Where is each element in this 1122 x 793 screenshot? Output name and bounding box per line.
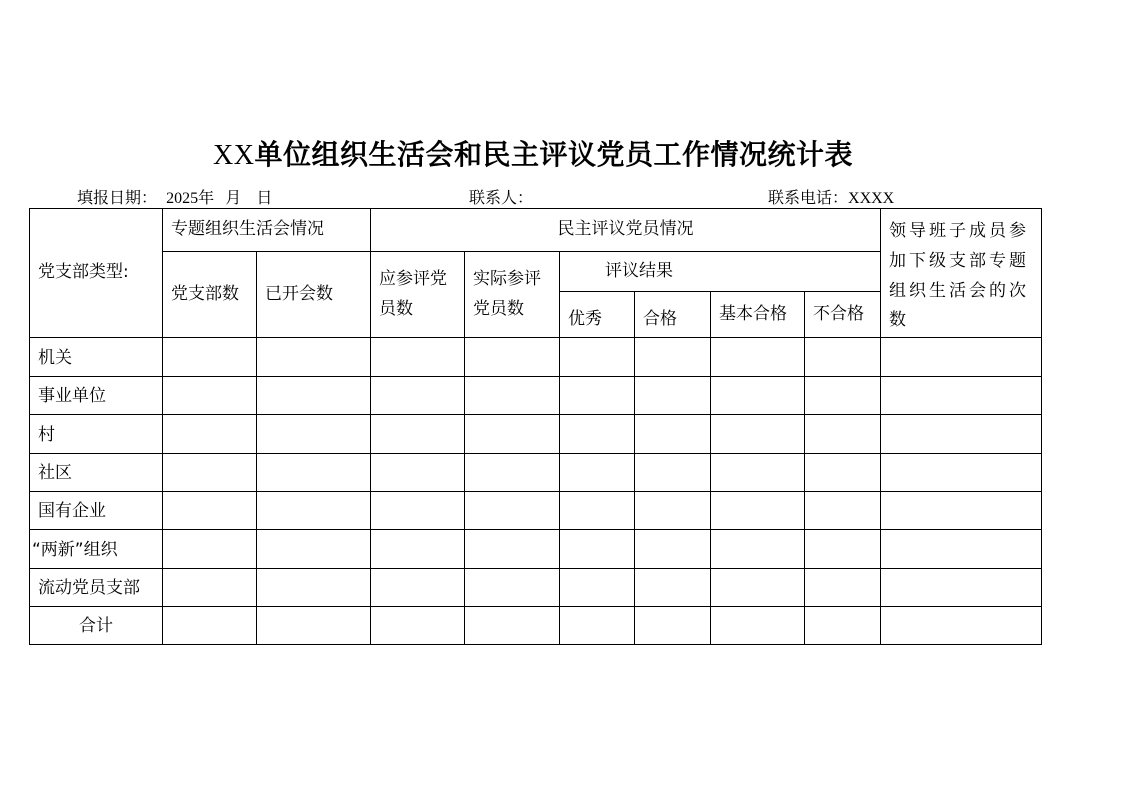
table-cell[interactable] (711, 569, 805, 607)
table-cell[interactable] (163, 530, 257, 569)
header-qualified: 合格 (635, 292, 711, 338)
table-cell[interactable] (371, 338, 465, 377)
table-cell[interactable] (371, 492, 465, 530)
table-row (30, 415, 1042, 454)
table-cell[interactable] (711, 454, 805, 492)
table-cell[interactable] (257, 338, 371, 377)
table-cell[interactable] (881, 454, 1042, 492)
table-cell[interactable] (257, 492, 371, 530)
table-cell[interactable] (465, 415, 560, 454)
row-label-liangxin: “两新”组织 (30, 530, 163, 569)
row-label-shiye: 事业单位 (30, 377, 163, 415)
header-review-result: 评议结果 (560, 252, 881, 292)
contact-phone (768, 185, 894, 208)
table-row (30, 454, 1042, 492)
fill-date-month: 月 (225, 188, 242, 207)
table-cell[interactable] (635, 492, 711, 530)
table-cell[interactable] (465, 492, 560, 530)
table-row (30, 338, 1042, 377)
table-cell[interactable] (257, 415, 371, 454)
table-cell[interactable] (465, 338, 560, 377)
table-cell[interactable] (163, 338, 257, 377)
table-cell[interactable] (465, 607, 560, 645)
table-cell[interactable] (881, 530, 1042, 569)
table-cell[interactable] (881, 607, 1042, 645)
table-cell[interactable] (711, 377, 805, 415)
row-label-shequ: 社区 (30, 454, 163, 492)
table-cell[interactable] (711, 338, 805, 377)
table-cell[interactable] (560, 569, 635, 607)
table-cell[interactable] (635, 454, 711, 492)
table-cell[interactable] (635, 530, 711, 569)
table-cell[interactable] (465, 454, 560, 492)
table-cell[interactable] (635, 338, 711, 377)
table-cell[interactable] (881, 415, 1042, 454)
header-basic-qualified: 基本合格 (711, 292, 805, 338)
table-cell[interactable] (257, 377, 371, 415)
table-cell[interactable] (881, 569, 1042, 607)
contact-person (469, 185, 533, 208)
fill-date (77, 185, 272, 208)
table-row (30, 530, 1042, 569)
header-leader-attend: 领导班子成员参加下级支部专题组织生活会的次数 (881, 209, 1042, 338)
header-meetings-held: 已开会数 (257, 252, 371, 338)
table-cell[interactable] (635, 569, 711, 607)
header-actual-review: 实际参评党员数 (465, 252, 560, 338)
table-cell[interactable] (635, 607, 711, 645)
table-cell[interactable] (163, 454, 257, 492)
table-cell[interactable] (635, 415, 711, 454)
table-cell[interactable] (163, 569, 257, 607)
table-cell[interactable] (881, 377, 1042, 415)
table-cell[interactable] (257, 530, 371, 569)
table-cell[interactable] (805, 338, 881, 377)
table-cell[interactable] (465, 377, 560, 415)
table-cell[interactable] (257, 607, 371, 645)
statistics-table (29, 208, 1042, 645)
header-special-meeting: 专题组织生活会情况 (163, 209, 371, 252)
table-cell[interactable] (711, 492, 805, 530)
contact-phone-label: 联系电话： (768, 188, 849, 207)
table-cell[interactable] (711, 607, 805, 645)
header-branch-count: 党支部数 (163, 252, 257, 338)
table-cell[interactable] (560, 338, 635, 377)
table-cell[interactable] (560, 415, 635, 454)
table-row (30, 377, 1042, 415)
fill-date-year: 2025年 (166, 190, 215, 207)
table-cell[interactable] (805, 377, 881, 415)
table-row-total (30, 607, 1042, 645)
table-cell[interactable] (371, 454, 465, 492)
contact-phone-value: XXXX (848, 190, 895, 207)
row-label-cun: 村 (30, 415, 163, 454)
table-cell[interactable] (560, 492, 635, 530)
table-cell[interactable] (465, 569, 560, 607)
fill-date-day: 日 (256, 188, 273, 207)
table-cell[interactable] (881, 492, 1042, 530)
table-cell[interactable] (805, 454, 881, 492)
table-cell[interactable] (257, 569, 371, 607)
contact-person-label: 联系人： (469, 188, 534, 207)
header-excellent: 优秀 (560, 292, 635, 338)
table-cell[interactable] (257, 454, 371, 492)
header-unqualified: 不合格 (805, 292, 881, 338)
header-row-1 (30, 209, 1042, 252)
table-cell[interactable] (163, 377, 257, 415)
table-cell[interactable] (560, 454, 635, 492)
table-cell[interactable] (371, 415, 465, 454)
row-label-liudong: 流动党员支部 (30, 569, 163, 607)
table-cell[interactable] (881, 338, 1042, 377)
table-cell[interactable] (805, 492, 881, 530)
fill-date-label: 填报日期： (77, 188, 158, 207)
table-cell[interactable] (805, 607, 881, 645)
table-cell[interactable] (560, 607, 635, 645)
table-cell[interactable] (805, 530, 881, 569)
table-cell[interactable] (163, 415, 257, 454)
header-should-review: 应参评党员数 (371, 252, 465, 338)
table-cell[interactable] (371, 607, 465, 645)
table-cell[interactable] (635, 377, 711, 415)
table-cell[interactable] (560, 377, 635, 415)
table-row (30, 492, 1042, 530)
row-label-jiguan: 机关 (30, 338, 163, 377)
table-cell[interactable] (560, 530, 635, 569)
title-main: 单位组织生活会和民主评议党员工作情况统计表 (254, 138, 853, 171)
table-cell[interactable] (465, 530, 560, 569)
table-cell[interactable] (805, 569, 881, 607)
table-cell[interactable] (163, 607, 257, 645)
header-democratic-review: 民主评议党员情况 (371, 209, 881, 252)
table-cell[interactable] (371, 377, 465, 415)
table-cell[interactable] (371, 530, 465, 569)
table-cell[interactable] (371, 569, 465, 607)
page-title (0, 133, 1066, 173)
table-cell[interactable] (163, 492, 257, 530)
table-cell[interactable] (805, 415, 881, 454)
table-cell[interactable] (711, 415, 805, 454)
title-prefix: XX (213, 140, 255, 171)
table-row (30, 569, 1042, 607)
table-cell[interactable] (711, 530, 805, 569)
row-label-total: 合计 (30, 607, 163, 645)
header-branch-type: 党支部类型: (30, 209, 163, 338)
row-label-guoqi: 国有企业 (30, 492, 163, 530)
